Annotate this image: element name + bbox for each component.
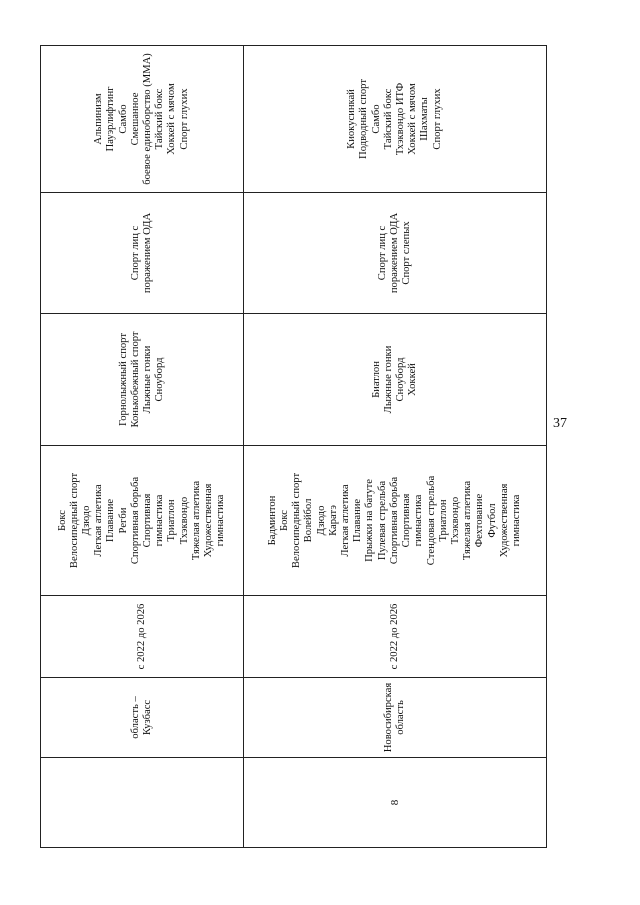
cell-line: Спорт глухих [431,88,443,150]
cell-line: Волейбол [303,498,315,543]
cell-line: Спортивная [142,493,153,548]
cell-line: Тхэквондо [449,496,461,545]
cell-line: Горнолыжный спорт [117,333,129,426]
paralympic-sports-cell [244,193,547,314]
cell-line: Дзюдо [80,505,92,536]
cell-line: гимнастика [413,494,425,547]
cell-line: Плавание [352,498,364,543]
cell-line: Хоккей с мячом [407,83,419,155]
cell-line: Спортивная [401,493,413,548]
cell-line: Плавание [105,498,117,543]
cell-line: Самбо [117,104,129,134]
cell-line: Спортивная борьба [129,476,141,565]
cell-line: Самбо [370,104,382,134]
cell-line: область [395,700,406,735]
cell-line: Регби [117,507,129,534]
period-cell: с 2022 до 2026 [244,596,547,678]
cell-line: Художественная [203,483,215,558]
cell-line: Тайский бокс [382,88,394,150]
cell-line: Каратэ [327,505,339,536]
cell-line: гимнастика [154,494,166,547]
cell-line: Хоккей [407,363,419,396]
cell-line: Смешанное [129,92,141,146]
cell-line: Легкая атлетика [93,484,105,557]
cell-line: Пулевая стрельба [376,480,388,561]
cell-line: поражением ОДА [142,212,153,294]
cell-line: область – [129,696,141,739]
cell-line: Спорт слепых [401,221,413,285]
cell-line: Конькобежный спорт [129,331,141,428]
table-row [244,46,547,848]
cell-line: Бокс [56,510,68,531]
cell-line: Лыжные гонки [382,345,394,414]
summer-sports-cell [41,446,244,596]
cell-line: Биатлон [370,361,382,398]
cell-line: Сноуборд [154,357,166,402]
cell-line: Кузбасс [142,699,153,736]
cell-line: Стендовая стрельба [425,475,437,566]
cell-line: боевое единоборство (ММА) [142,53,153,185]
cell-line: Спорт глухих [178,88,190,150]
cell-line: Дзюдо [315,505,327,536]
cell-line: Тхэквондо ИТФ [395,82,406,156]
sports-regions-table [40,45,547,848]
row-number-cell [41,758,244,848]
page-number: 37 [553,416,567,431]
winter-sports-cell [244,314,547,446]
cell-line: Футбол [486,503,498,538]
paralympic-sports-cell [41,193,244,314]
table-row [41,46,244,848]
cell-line: Тяжелая атлетика [462,480,474,561]
cell-line: Триатлон [166,499,178,542]
winter-sports-cell [41,314,244,446]
cell-line: Киокусинкай [346,89,358,149]
cell-line: Новосибирская [382,682,394,753]
cell-line: Тяжелая атлетика [190,480,202,561]
period-cell: с 2022 до 2026 [41,596,244,678]
cell-line: Триатлон [437,499,449,542]
region-cell [41,678,244,758]
cell-line: Тхэквондо [178,496,190,545]
cell-line: Бокс [279,510,291,531]
cell-line: Велосипедный спорт [68,472,80,569]
cell-line: Хоккей с мячом [166,83,178,155]
cell-line: Велосипедный спорт [291,472,303,569]
cell-line: Пауэрлифтинг [105,86,117,152]
row-number-cell: 8 [244,758,547,848]
other-sports-cell [244,46,547,193]
cell-line: Подводный спорт [358,79,370,159]
cell-line: Альпинизм [93,93,105,145]
cell-line: Прыжки на батуте [364,479,376,562]
cell-line: Сноуборд [395,357,406,402]
region-cell [244,678,547,758]
cell-line: гимнастика [510,494,522,547]
summer-sports-cell [244,446,547,596]
cell-line: Бадминтон [266,495,278,546]
other-sports-cell [41,46,244,193]
cell-line: Фехтование [474,493,486,548]
cell-line: Лыжные гонки [142,345,153,414]
cell-line: Спорт лиц с [129,225,141,281]
cell-line: Тайский бокс [154,88,166,150]
cell-line: гимнастика [215,494,227,547]
cell-line: Легкая атлетика [340,484,352,557]
cell-line: Шахматы [419,97,431,141]
cell-line: Спорт лиц с [376,225,388,281]
cell-line: Спортивная борьба [388,476,400,565]
cell-line: поражением ОДА [388,212,400,294]
cell-line: Художественная [498,483,510,558]
